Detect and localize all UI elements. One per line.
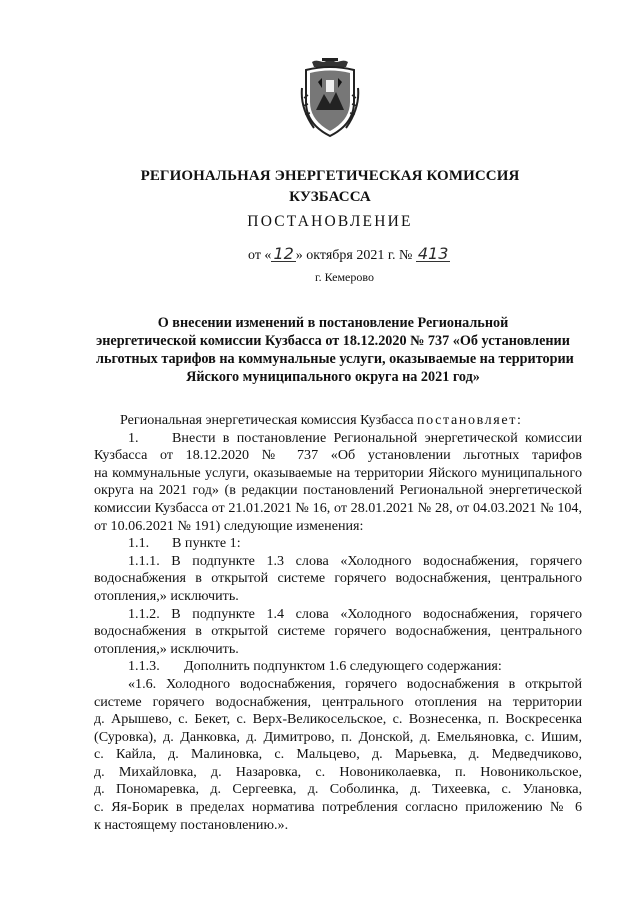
organization-name-line2: КУЗБАССА xyxy=(289,189,371,205)
subparagraph-1-6-line: с. Кайла, д. Малиновка, с. Мальцево, д. Марьевка, д. Медведчиково, xyxy=(94,746,582,763)
document-body xyxy=(94,412,582,834)
paragraph-1-1-line xyxy=(94,535,582,553)
paragraph-1-1-3-number: 1.1.3. xyxy=(128,658,160,675)
title-line: льготных тарифов на коммунальные услуги, оказываемые на территории xyxy=(96,351,574,367)
date-middle: » октября 2021 г. № xyxy=(295,248,413,263)
coat-of-arms-emblem xyxy=(300,58,360,140)
intro-resolves: постановляет: xyxy=(417,412,523,428)
date-day-handwritten: 12 xyxy=(273,244,294,263)
subparagraph-1-6-line: к настоящему постановлению.». xyxy=(94,816,289,833)
subparagraph-1-6-line: д. Арышево, с. Бекет, с. Верх-Великосельское, с. Вознесенка, п. Воскресенка xyxy=(94,711,582,728)
paragraph-1-line: округа на 2021 год» (в редакции постановлений Региональной энергетической xyxy=(94,482,582,499)
paragraph-1-1-2-line: отопления,» исключить. xyxy=(94,640,239,657)
city: г. Кемерово xyxy=(315,270,374,284)
paragraph-1-1-1-line: отопления,» исключить. xyxy=(94,587,239,604)
subparagraph-1-6-line: д. Пономаревка, д. Сергеевка, д. Соболинка, д. Тихеевка, с. Улановка, xyxy=(94,781,582,798)
subparagraph-1-6-line: «1.6. Холодного водоснабжения, горячего водоснабжения в открытой xyxy=(128,675,582,692)
paragraph-1-line: на коммунальные услуги, оказываемые на территории Яйского муниципального xyxy=(94,464,582,481)
paragraph-1-1-3-text: Дополнить подпунктом 1.6 следующего содержания: xyxy=(184,658,502,675)
paragraph-1-line: комиссии Кузбасса от 21.01.2021 № 16, от 28.01.2021 № 28, от 04.03.2021 № 104, xyxy=(94,499,582,516)
title-line: Яйского муниципального округа на 2021 год» xyxy=(186,369,480,385)
document-type: ПОСТАНОВЛЕНИЕ xyxy=(247,213,413,230)
paragraph-1-1-3-line xyxy=(94,658,582,676)
paragraph-1-1-1-line: водоснабжения в открытой системе горячего водоснабжения, центрального xyxy=(94,570,582,587)
title-line: энергетической комиссии Кузбасса от 18.12.2020 № 737 «Об установлении xyxy=(96,333,570,349)
subparagraph-1-6-line: (Суровка), д. Данковка, д. Димитрово, п. Донской, д. Емельяновка, с. Ишим, xyxy=(94,728,582,745)
paragraph-1-number: 1. xyxy=(128,429,139,446)
paragraph-1-line xyxy=(94,430,582,448)
document-title xyxy=(96,314,574,386)
paragraph-1-1-2-line: водоснабжения в открытой системе горячего водоснабжения, центрального xyxy=(94,623,582,640)
paragraph-1-line: от 10.06.2021 № 191) следующие изменения: xyxy=(94,517,364,534)
paragraph-1-text: Внести в постановление Региональной энергетической комиссии xyxy=(172,429,582,446)
document-number-handwritten: 413 xyxy=(417,244,449,263)
subparagraph-1-6-line: системе горячего водоснабжения, центрального отопления на территории xyxy=(94,693,582,710)
paragraph-1-1-1-line: 1.1.1. В подпункте 1.3 слова «Холодного водоснабжения, горячего xyxy=(128,552,582,569)
date-prefix: от « xyxy=(248,248,272,263)
subparagraph-1-6-line: д. Михайловка, д. Назаровка, с. Новониколаевка, п. Новоникольское, xyxy=(94,763,582,780)
paragraph-1-1-number: 1.1. xyxy=(128,535,150,552)
subparagraph-1-6-line: с. Яя-Борик в пределах норматива потребления согласно приложению № 6 xyxy=(94,799,582,816)
title-line: О внесении изменений в постановление Региональной xyxy=(157,315,509,331)
document-date-line xyxy=(248,244,450,264)
paragraph-1-line: Кузбасса от 18.12.2020 № 737 «Об установлении льготных тарифов xyxy=(94,447,582,464)
intro-line xyxy=(94,412,582,430)
organization-name-line1: РЕГИОНАЛЬНАЯ ЭНЕРГЕТИЧЕСКАЯ КОМИССИЯ xyxy=(140,168,520,184)
intro-text: Региональная энергетическая комиссия Кузбасса xyxy=(120,412,418,428)
paragraph-1-1-text: В пункте 1: xyxy=(172,535,241,552)
paragraph-1-1-2-line: 1.1.2. В подпункте 1.4 слова «Холодного водоснабжения, горячего xyxy=(128,605,582,622)
